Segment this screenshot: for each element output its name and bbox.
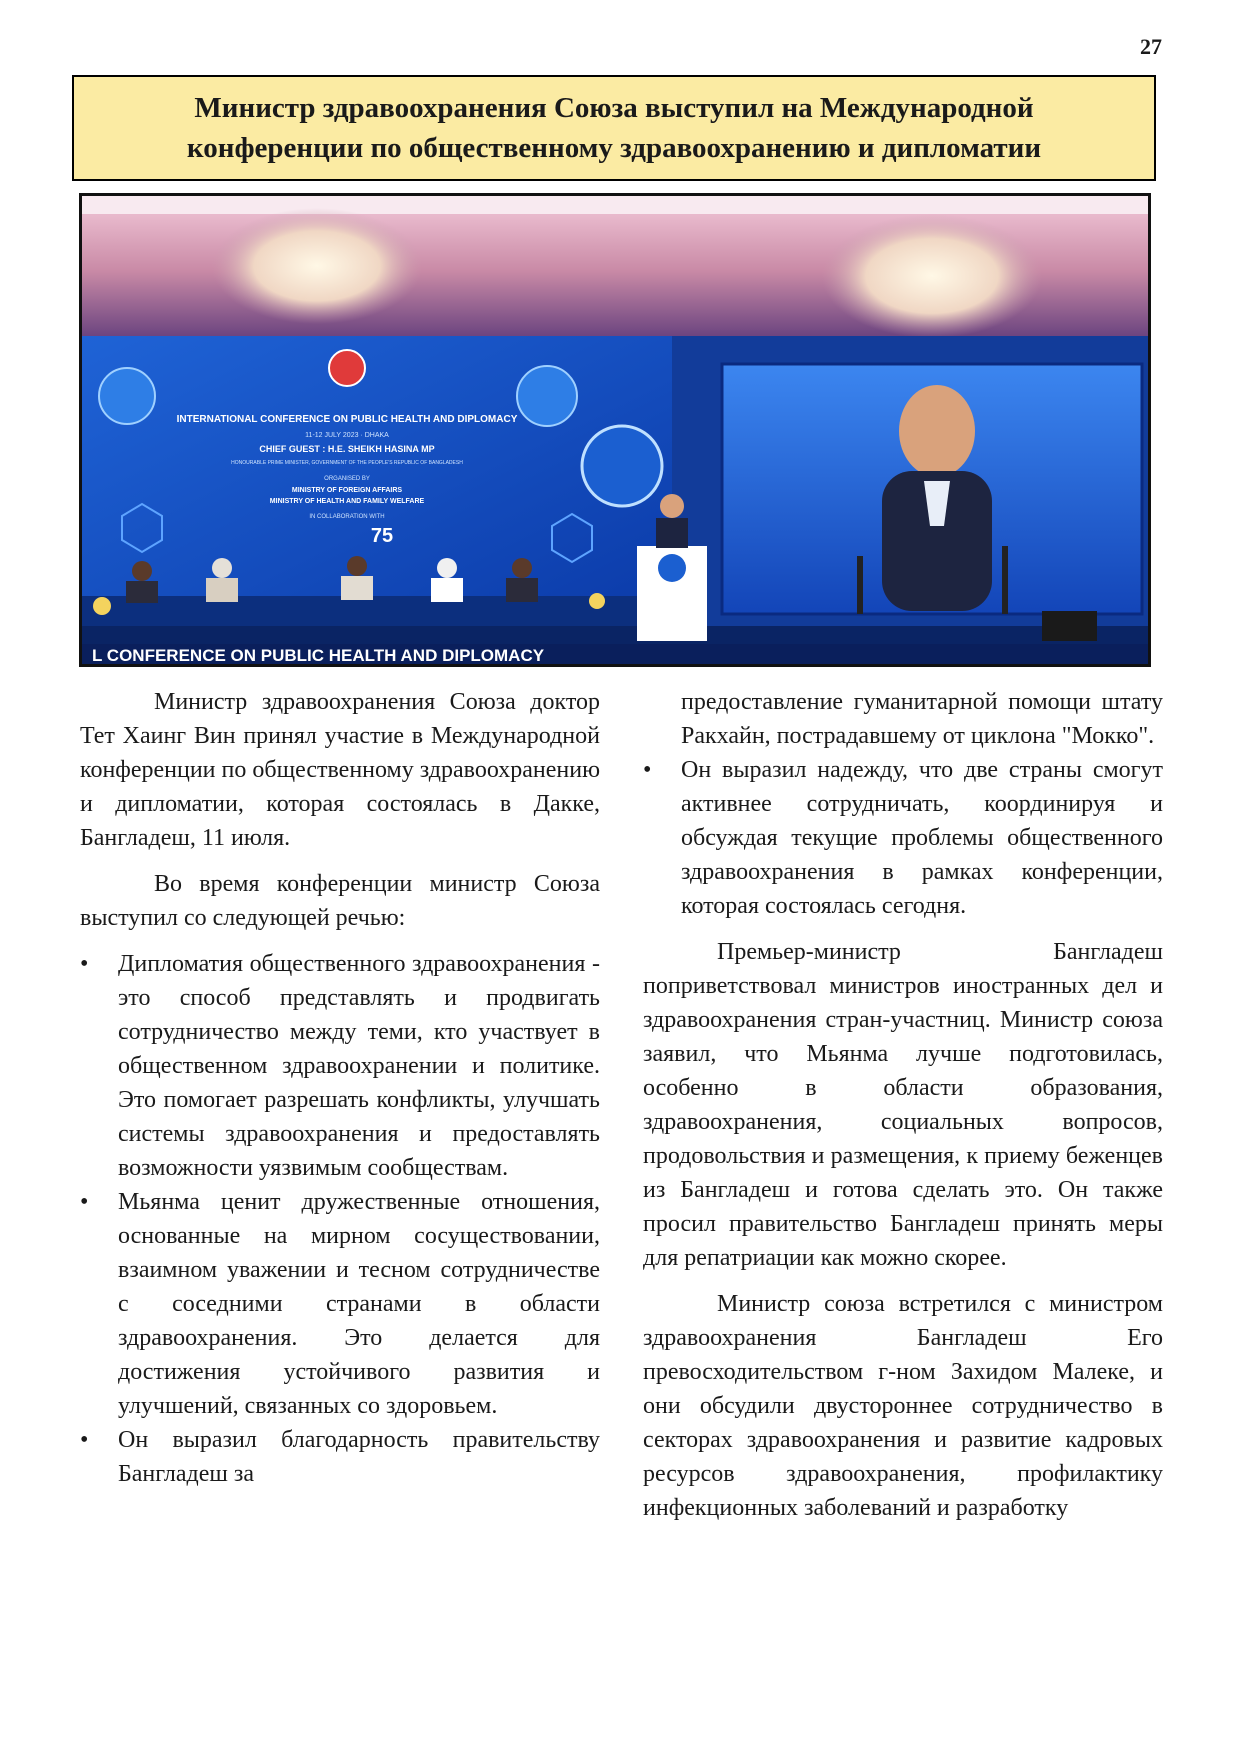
right-column — [643, 685, 1163, 1525]
chandelier-right — [822, 214, 1042, 338]
paragraph-intro-rest: доктор Тет Хаинг Вин принял участие в Международной конференции по общественному здравоохранению и дипломатии, которая состоялась в Дакке, Бангладеш, 11 июля. — [80, 689, 601, 851]
bullet-item-3-continued: предоставление гуманитарной помощи штату Ракхайн, пострадавшему от циклона "Мокко". — [681, 689, 1163, 749]
paragraph-intro — [80, 685, 600, 855]
screen-collab: IN COLLABORATION WITH — [309, 514, 385, 520]
screen-org-1: MINISTRY OF FOREIGN AFFAIRS — [291, 487, 403, 494]
headline-line-2: конференции по общественному здравоохранению и дипломатии — [186, 132, 1042, 164]
paragraph-speech-intro: Во время конференции министр Союза выступил со следующей речью: — [80, 871, 600, 931]
screen-75-logo: 75 — [370, 525, 394, 547]
chandelier-left — [212, 208, 422, 324]
speech-bullet-list-continued — [643, 685, 1163, 923]
speech-bullet-list — [80, 947, 600, 1491]
screen-date: 11-12 JULY 2023 · DHAKA — [305, 432, 389, 439]
paragraph-prime-minister: Премьер-министр Бангладеш поприветствовал министров иностранных дел и здравоохранения стран-участниц. Министр союза заявил, что Мьянма лучше подготовилась, особенно в области образования, здравоохранения, социальных вопросов, продовольствия и размещения, к приему беженцев из Бангладеш и готова сделать это. Он также просил правительство Бангладеш принять меры для репатриации как можно скорее. — [643, 939, 1163, 1271]
page-number: 27 — [1140, 34, 1162, 59]
bullet-item-4: • Он выразил надежду, что две страны смогут активнее сотрудничать, координируя и обсуждая текущие проблемы общественного здравоохранения в рамках конференции, которая состоялась сегодня. — [643, 753, 1163, 923]
speaker-face — [899, 385, 975, 477]
headline-line-1: Министр здравоохранения Союза выступил на Международной — [194, 92, 1034, 124]
banner-text: L CONFERENCE ON PUBLIC HEALTH AND DIPLOMACY — [92, 646, 545, 664]
bullet-item-2: • Мьянма ценит дружественные отношения, основанные на мирном сосуществовании, взаимном уважении и тесном сотрудничестве с соседними странами в области здравоохранения. Это делается для достижения устойчивого развития и улучшений, связанных со здоровьем. — [80, 1185, 600, 1423]
headline-box — [72, 75, 1156, 181]
headline — [187, 88, 1041, 168]
screen-subtitle: HONOURABLE PRIME MINISTER, GOVERNMENT OF THE PEOPLE'S REPUBLIC OF BANGLADESH — [231, 460, 463, 466]
screen-title: INTERNATIONAL CONFERENCE ON PUBLIC HEALTH AND DIPLOMACY — [176, 414, 518, 425]
bullet-item-1: • Дипломатия общественного здравоохранения - это способ представлять и продвигать сотрудничество между теми, кто участвует в общественном здравоохранении и политике. Это помогает разрешать конфликты, улучшать системы здравоохранения и предоставлять возможности уязвимым сообществам. — [80, 947, 600, 1185]
paragraph-meeting: Министр союза встретился с министром здравоохранения Бангладеш Его превосходительством г-ном Захидом Малеке, и они обсудили двустороннее сотрудничество в секторах здравоохранения и развитие кадровых ресурсов здравоохранения, профилактику инфекционных заболеваний и разработку — [643, 1291, 1163, 1521]
left-column — [80, 685, 600, 1491]
conference-photo — [79, 193, 1151, 667]
screen-org-2: MINISTRY OF HEALTH AND FAMILY WELFARE — [269, 498, 425, 505]
screen-organizers: ORGANISED BY — [324, 476, 370, 482]
bullet-item-3: • Он выразил благодарность правительству Бангладеш за — [80, 1423, 600, 1491]
paragraph-intro-first-line: Министр здравоохранения Союза — [154, 689, 516, 715]
screen-chief-guest: CHIEF GUEST : H.E. SHEIKH HASINA MP — [259, 444, 435, 454]
camera — [1042, 611, 1097, 641]
